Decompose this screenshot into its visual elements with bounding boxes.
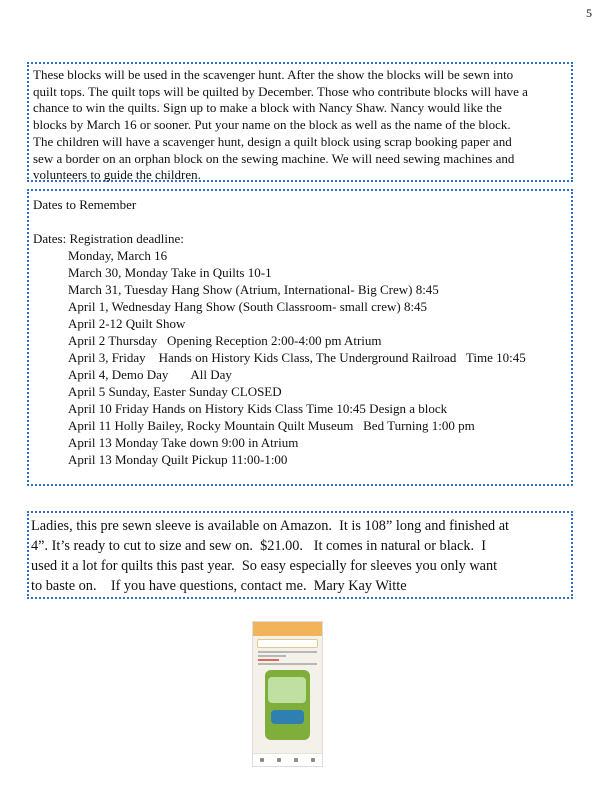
- sleeve-notice-box: [27, 511, 573, 599]
- phone-nav-bar: [253, 753, 322, 766]
- dates-intro: Dates: Registration deadline:: [33, 231, 184, 246]
- date-item: April 1, Wednesday Hang Show (South Classroom- small crew) 8:45: [68, 299, 428, 314]
- date-item: March 30, Monday Take in Quilts 10-1: [68, 265, 272, 280]
- paragraph-line: used it a lot for quilts this past year. So easy especially for sleeves you only want: [31, 558, 498, 574]
- product-label-graphic: [271, 710, 304, 724]
- text-line-graphic: [258, 651, 317, 653]
- paragraph-line: Ladies, this pre sewn sleeve is available on Amazon. It is 108” long and finished at: [31, 518, 510, 534]
- date-item: April 10 Friday Hands on History Kids Class Time 10:45 Design a block: [68, 401, 448, 416]
- paragraph-line: volunteers to guide the children.: [33, 167, 201, 183]
- paragraph-line: 4”. It’s ready to cut to size and sew on. $21.00. It comes in natural or black. I: [31, 538, 486, 554]
- paragraph-line: to baste on. If you have questions, contact me. Mary Kay Witte: [31, 578, 407, 594]
- paragraph-line: sew a border on an orphan block on the sewing machine. We will need sewing machines and: [33, 150, 515, 166]
- date-item: April 4, Demo Day All Day: [68, 367, 232, 382]
- date-item: Monday, March 16: [68, 248, 168, 263]
- product-screenshot-image: [252, 621, 323, 767]
- date-item: April 13 Monday Quilt Pickup 11:00-1:00: [68, 452, 288, 467]
- cart-icon: [294, 758, 298, 762]
- dates-heading: Dates to Remember: [33, 197, 137, 212]
- scavenger-hunt-box: [27, 62, 573, 182]
- paragraph-line: The children will have a scavenger hunt, design a quilt block using scrap booking paper and: [33, 133, 512, 149]
- paragraph-line: These blocks will be used in the scavenger hunt. After the show the blocks will be sewn into: [33, 67, 514, 82]
- date-item: April 2 Thursday Opening Reception 2:00-4:00 pm Atrium: [68, 333, 382, 348]
- date-item: April 11 Holly Bailey, Rocky Mountain Quilt Museum Bed Turning 1:00 pm: [68, 418, 475, 433]
- paragraph-line: chance to win the quilts. Sign up to make a block with Nancy Shaw. Nancy would like the: [33, 100, 502, 116]
- date-item: March 31, Tuesday Hang Show (Atrium, International- Big Crew) 8:45: [68, 282, 439, 297]
- text-line-graphic: [258, 663, 317, 665]
- page-number: 5: [586, 6, 592, 20]
- menu-icon: [311, 758, 315, 762]
- text-line-graphic: [258, 655, 286, 657]
- date-item: April 2-12 Quilt Show: [68, 316, 186, 331]
- product-package-pattern: [268, 677, 306, 703]
- home-icon: [260, 758, 264, 762]
- paragraph-line: quilt tops. The quilt tops will be quilted by December. Those who contribute blocks will have a: [33, 83, 528, 99]
- dates-to-remember-box: [27, 189, 573, 486]
- date-item: April 3, Friday Hands on History Kids Class, The Underground Railroad Time 10:45: [68, 350, 526, 365]
- paragraph-line: blocks by March 16 or sooner. Put your name on the block as well as the name of the block.: [33, 117, 511, 133]
- date-item: April 13 Monday Take down 9:00 in Atrium: [68, 435, 299, 450]
- user-icon: [277, 758, 281, 762]
- text-line-graphic: [258, 659, 279, 661]
- search-bar-graphic: [257, 639, 318, 648]
- date-item: April 5 Sunday, Easter Sunday CLOSED: [68, 384, 282, 399]
- phone-header-bar: [253, 622, 322, 636]
